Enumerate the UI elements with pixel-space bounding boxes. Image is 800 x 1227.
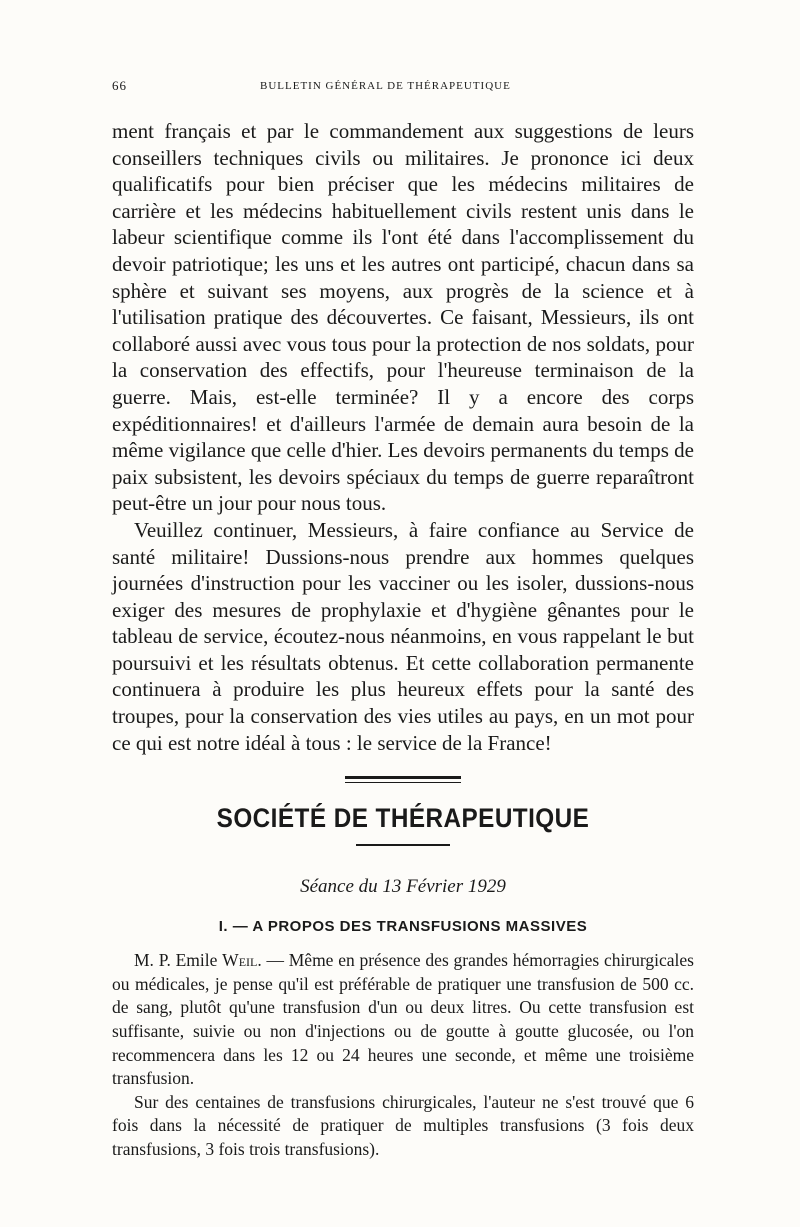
paragraph: ment français et par le commandement aux suggestions de leurs conseillers techniques civils ou militaires. Je prononce ici deux qualificatifs pour bien préciser que les médecins militaires de carrière et les médecins habituellement civils restent unis dans le labeur scientifique comme ils l'ont été dans l'accomplissement du devoir patriotique; les uns et les autres ont participé, chacun dans sa sphère et suivant ses moyens, aux progrès de la science et à l'utilisation pratique des découvertes. Ce faisant, Messieurs, ils ont collaboré aussi avec vous tous pour la protection de nos soldats, pour la conservation des effectifs, pour l'heureuse terminaison de la guerre. Mais, est-elle terminée? Il y a encore des corps expéditionnaires! et d'ailleurs l'armée de demain aura besoin de la même vigilance que celle d'hier. Les devoirs permanents du temps de paix subsistent, les devoirs spéciaux du temps de guerre reparaîtront peut-être un jour pour nous tous. (112, 119, 694, 516)
section-title: SOCIÉTÉ DE THÉRAPEUTIQUE (216, 803, 590, 834)
speaker-name: Weil (222, 950, 258, 971)
speaker-prefix: M. P. Emile (134, 950, 218, 971)
communication-text (112, 949, 694, 1161)
paragraph-rest: . — Même en présence des grandes hémorragies chirurgicales ou médicales, je pense qu'il est préférable de pratiquer une transfusion de 500 cc. de sang, plutôt qu'une transfusion d'un ou deux litres. Ou cette transfusion est suffisante, suivie ou non d'injections ou de goutte à goutte glucosée, ou l'on recommencera dans les 12 ou 24 heures une seconde, et même une troisième transfusion. (112, 950, 694, 1089)
subsection-heading: I. — A PROPOS DES TRANSFUSIONS MASSIVES (218, 918, 588, 936)
session-date: Séance du 13 Février 1929 (300, 876, 506, 898)
page-number: 66 (112, 78, 127, 93)
document-page (112, 70, 694, 1162)
double-rule-divider (345, 776, 461, 783)
paragraph (112, 949, 694, 1091)
paragraph: Sur des centaines de transfusions chirurgicales, l'auteur ne s'est trouvé que 6 fois dans la nécessité de pratiquer de multiples transfusions (3 fois deux transfusions, 3 fois trois transfusions). (112, 1091, 694, 1159)
main-text (112, 118, 694, 756)
paragraph: Veuillez continuer, Messieurs, à faire confiance au Service de santé militaire! Dussions-nous prendre aux hommes quelques journées d'instruction pour les vacciner ou les isoler, dussions-nous exiger des mesures de prophylaxie et d'hygiène gênantes pour le tableau de service, écoutez-nous néanmoins, en vous rappelant le but poursuivi et les résultats obtenus. Et cette collaboration permanente continuera à produire les plus heureux effets pour la santé des troupes, pour la conservation des vies utiles au pays, en un mot pour ce qui est notre idéal à tous : le service de la France! (112, 517, 694, 755)
rule-divider (356, 844, 450, 846)
journal-title: BULLETIN GÉNÉRAL DE THÉRAPEUTIQUE (260, 80, 511, 92)
running-head (112, 70, 694, 94)
